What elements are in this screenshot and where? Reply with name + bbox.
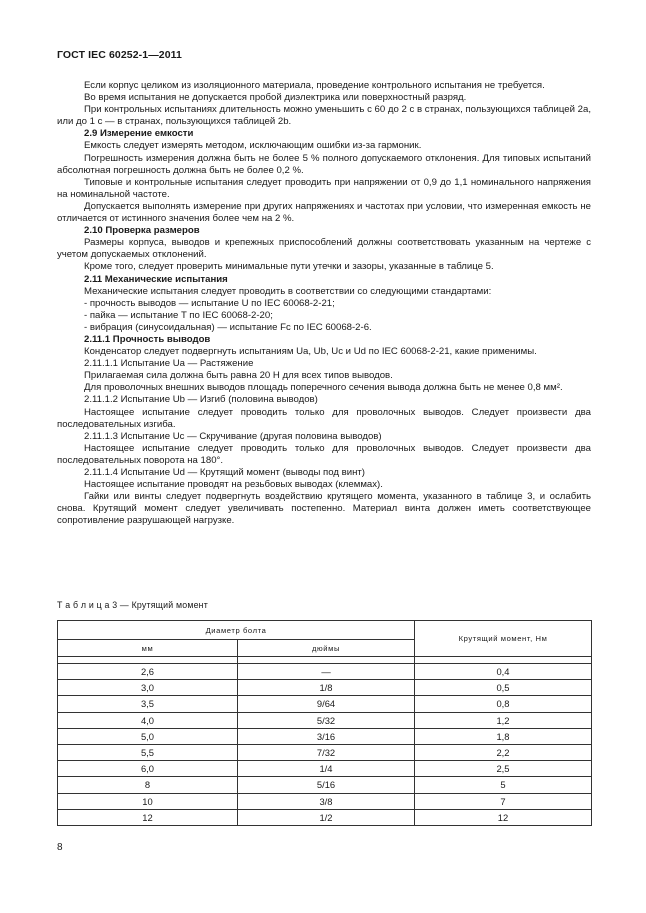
paragraph: Настоящее испытание проводят на резьбовых выводах (клеммах). [84, 479, 383, 491]
inch-cell: 9/64 [238, 696, 415, 712]
inch-cell: 1/8 [238, 680, 415, 696]
torque-cell: 12 [415, 809, 592, 825]
paragraph: Прилагаемая сила должна быть равна 20 Н для всех типов выводов. [84, 370, 393, 382]
section-heading: 2.10 Проверка размеров [84, 225, 200, 237]
paragraph: Емкость следует измерять методом, исключающим ошибки из-за гармоник. [84, 140, 422, 152]
paragraph: Во время испытания не допускается пробой диэлектрика или поверхностный разряд. [84, 92, 467, 104]
inch-cell: 7/32 [238, 744, 415, 760]
mm-cell: 12 [58, 809, 238, 825]
paragraph: - пайка — испытание T по IEC 60068-2-20; [84, 309, 273, 321]
inch-cell: 5/32 [238, 712, 415, 728]
paragraph: Допускается выполнять измерение при других напряжениях и частотах при условии, что измеренная емкость не отличается от истинного значения более чем на 2 %. [57, 200, 591, 225]
inch-cell: 5/16 [238, 777, 415, 793]
torque-table [57, 620, 592, 826]
mm-cell: 5,5 [58, 744, 238, 760]
mm-cell: 2,6 [58, 664, 238, 680]
torque-cell: 2,5 [415, 761, 592, 777]
bolt-diameter-header: Диаметр болта [58, 621, 415, 640]
torque-cell: 2,2 [415, 744, 592, 760]
table-row [58, 712, 592, 728]
torque-cell: 5 [415, 777, 592, 793]
paragraph: Если корпус целиком из изоляционного материала, проведение контрольного испытания не требуется. [84, 80, 545, 91]
table-row [58, 664, 592, 680]
mm-cell: 8 [58, 777, 238, 793]
table-row [58, 793, 592, 809]
table-row [58, 680, 592, 696]
paragraph: - прочность выводов — испытание U по IEC 60068-2-21; [84, 297, 335, 309]
torque-cell: 0,5 [415, 680, 592, 696]
paragraph: Размеры корпуса, выводов и крепежных приспособлений должны соответствовать указанным на чертеже с учетом допускаемых отклонений. [57, 237, 591, 261]
torque-header: Крутящий момент, Нм [415, 621, 592, 657]
mm-cell: 6,0 [58, 761, 238, 777]
table-row [58, 777, 592, 793]
mm-cell: 10 [58, 793, 238, 809]
torque-cell: 1,8 [415, 728, 592, 744]
inch-cell: — [238, 664, 415, 680]
table-row [58, 728, 592, 744]
torque-cell: 0,4 [415, 664, 592, 680]
section-heading: 2.9 Измерение емкости [84, 128, 194, 140]
inch-cell: 1/4 [238, 761, 415, 777]
inch-header: дюймы [238, 640, 415, 657]
paragraph: Кроме того, следует проверить минимальные пути утечки и зазоры, указанные в таблице 5. [84, 261, 494, 273]
paragraph: - вибрация (синусоидальная) — испытание Fc по IEC 60068-2-6. [84, 321, 372, 333]
torque-cell: 7 [415, 793, 592, 809]
document-code: ГОСТ IEC 60252-1—2011 [57, 49, 182, 61]
torque-cell: 1,2 [415, 712, 592, 728]
paragraph: Настоящее испытание следует проводить только для проволочных выводов. Следует произвести два последовательных изгиба. [57, 406, 591, 430]
inch-cell: 3/16 [238, 728, 415, 744]
mm-cell: 3,5 [58, 696, 238, 712]
paragraph: Конденсатор следует подвергнуть испытаниям Ua, Ub, Uc и Ud по IEC 60068-2-21, какие применимы. [84, 346, 537, 358]
torque-cell: 0,8 [415, 696, 592, 712]
section-heading: 2.11.1 Прочность выводов [84, 333, 211, 345]
table-row [58, 761, 592, 777]
table-spacer-row [58, 657, 592, 664]
mm-header: мм [58, 640, 238, 657]
paragraph: 2.11.1.1 Испытание Ua — Растяжение [84, 358, 254, 370]
table-row [58, 809, 592, 825]
table-row [58, 744, 592, 760]
mm-cell: 4,0 [58, 712, 238, 728]
paragraph: При контрольных испытаниях длительность можно уменьшить с 60 до 2 с в странах, пользующихся таблицей 2а, или до 1 с — в странах, пользующихся таблицей 2b. [57, 104, 591, 128]
section-heading: 2.11 Механические испытания [84, 273, 228, 285]
paragraph: 2.11.1.4 Испытание Ud — Крутящий момент (выводы под винт) [84, 467, 365, 478]
paragraph: Погрешность измерения должна быть не более 5 % полного допускаемого отклонения. Для типовых испытаний абсолютная погрешность должна быть не более 0,2 %. [57, 152, 591, 176]
paragraph: Настоящее испытание следует проводить только для проволочных выводов. Следует произвести два последовательных поворота на 180°. [57, 442, 591, 466]
page-number: 8 [57, 842, 63, 853]
paragraph: Типовые и контрольные испытания следует проводить при напряжении от 0,9 до 1,1 номинального напряжения на номинальной частоте. [57, 176, 591, 200]
mm-cell: 5,0 [58, 728, 238, 744]
body-text [57, 80, 591, 527]
table-row [58, 696, 592, 712]
paragraph: 2.11.1.3 Испытание Uc — Скручивание (другая половина выводов) [84, 430, 382, 442]
mm-cell: 3,0 [58, 680, 238, 696]
paragraph: Для проволочных внешних выводов площадь поперечного сечения вывода должна быть не менее 0,8 мм². [84, 382, 563, 394]
table-caption: Т а б л и ц а 3 — Крутящий момент [57, 600, 208, 610]
paragraph: 2.11.1.2 Испытание Ub — Изгиб (половина выводов) [84, 394, 318, 406]
paragraph: Гайки или винты следует подвергнуть воздействию крутящего момента, указанного в таблице 3, и ослабить снова. Крутящий момент следует увеличивать постепенно. Материал винта должен иметь соответствующее сопротивление разрушающей нагрузке. [57, 491, 591, 527]
inch-cell: 1/2 [238, 809, 415, 825]
inch-cell: 3/8 [238, 793, 415, 809]
paragraph: Механические испытания следует проводить в соответствии со следующими стандартами: [84, 285, 492, 297]
